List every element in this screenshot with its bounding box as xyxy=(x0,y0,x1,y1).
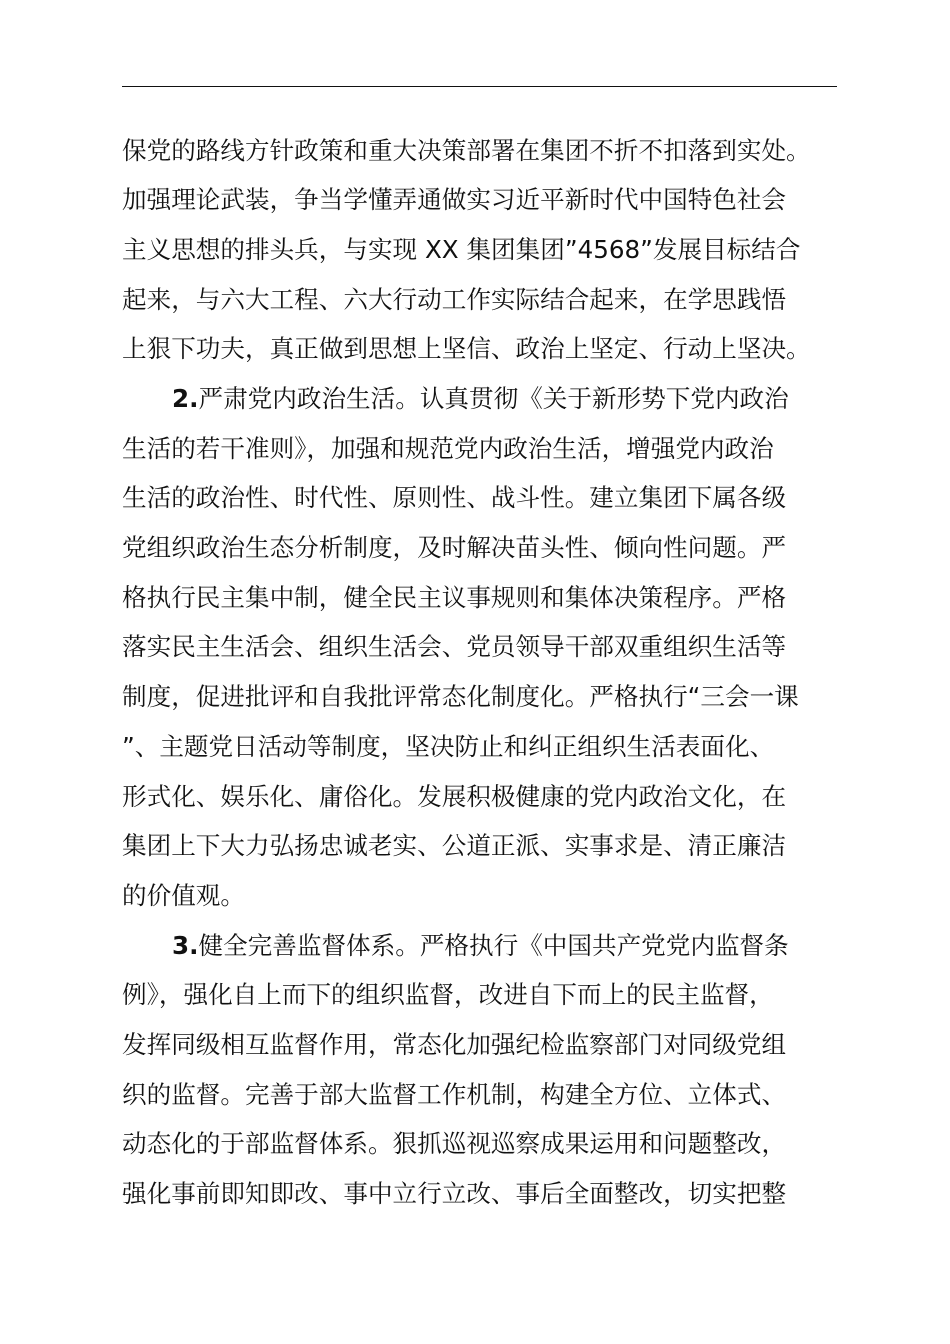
text-line: 动态化的于部监督体系。狠抓巡视巡察成果运用和问题整改， xyxy=(122,1129,787,1158)
text-line: 落实民主生活会、组织生活会、党员领导干部双重组织生活等 xyxy=(122,632,787,661)
text-line: ”、主题党日活动等制度，坚决防止和纠正组织生活表面化、 xyxy=(122,732,775,761)
text-line: 健全完善监督体系。严格执行《中国共产党党内监督条 xyxy=(198,931,789,960)
text-line: 党组织政治生态分析制度，及时解决苗头性、倾向性问题。严 xyxy=(122,533,787,562)
text-line: 保党的路线方针政策和重大决策部署在集团不折不扣落到实处。 xyxy=(122,136,811,165)
text-line: 起来，与六大工程、六大行动工作实际结合起来，在学思践悟 xyxy=(122,285,787,314)
text-line: 主义思想的排头兵，与实现 XX 集团集团”4568”发展目标结合 xyxy=(122,235,801,264)
text-line: 生活的若干准则》，加强和规范党内政治生活，增强党内政治 xyxy=(122,434,774,463)
paragraph-3-first-line xyxy=(172,929,789,963)
text-line: 生活的政治性、时代性、原则性、战斗性。建立集团下属各级 xyxy=(122,483,787,512)
text-line: 加强理论武装，争当学懂弄通做实习近平新时代中国特色社会 xyxy=(122,185,787,214)
item-number: 3. xyxy=(172,931,199,960)
text-line: 格执行民主集中制，健全民主议事规则和集体决策程序。严格 xyxy=(122,583,787,612)
text-line: 发挥同级相互监督作用，常态化加强纪检监察部门对同级党组 xyxy=(122,1030,787,1059)
text-line: 形式化、娱乐化、庸俗化。发展积极健康的党内政治文化，在 xyxy=(122,782,787,811)
header-rule xyxy=(122,86,837,87)
text-line: 上狠下功夫，真正做到思想上坚信、政治上坚定、行动上坚决。 xyxy=(122,334,811,363)
text-line: 的价值观。 xyxy=(122,881,245,910)
item-number: 2. xyxy=(172,384,199,413)
paragraph-2-first-line xyxy=(172,382,789,416)
text-line: 织的监督。完善于部大监督工作机制，构建全方位、立体式、 xyxy=(122,1080,787,1109)
text-line: 例》，强化自上而下的组织监督，改进自下而上的民主监督， xyxy=(122,980,774,1009)
text-line: 集团上下大力弘扬忠诚老实、公道正派、实事求是、清正廉洁 xyxy=(122,831,787,860)
text-line: 强化事前即知即改、事中立行立改、事后全面整改，切实把整 xyxy=(122,1179,787,1208)
text-line: 制度，促进批评和自我批评常态化制度化。严格执行“三会一课 xyxy=(122,682,799,711)
text-line: 严肃党内政治生活。认真贯彻《关于新形势下党内政治 xyxy=(198,384,789,413)
